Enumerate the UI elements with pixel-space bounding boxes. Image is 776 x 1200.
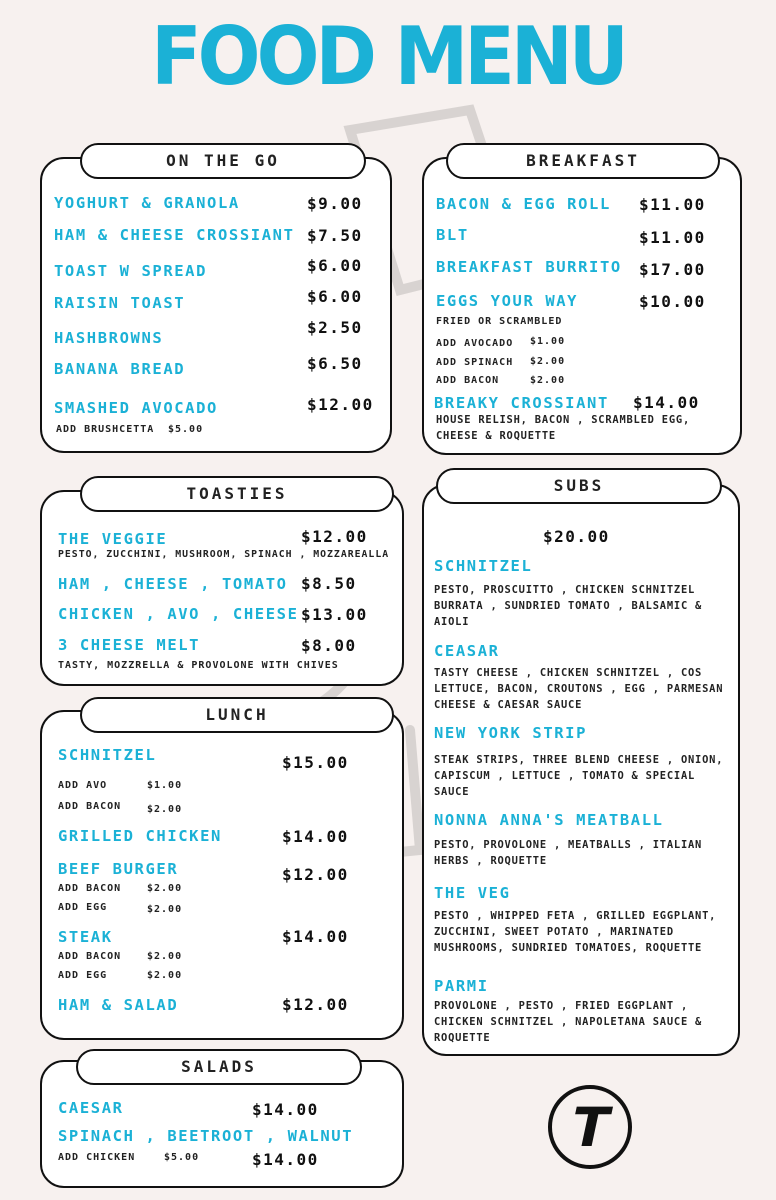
item-description: TASTY CHEESE , CHICKEN SCHNITZEL , COS LETTUCE, BACON, CROUTONS , EGG , PARMESAN CHEESE & CAESAR SAUCE (434, 667, 724, 711)
menu-item-name: THE VEG (434, 884, 511, 902)
menu-item-name: STEAK (58, 928, 113, 946)
addon-label: ADD SPINACH (436, 357, 514, 368)
menu-item-price: $14.00 (282, 927, 349, 946)
item-description: PESTO , WHIPPED FETA , GRILLED EGGPLANT, ZUCCHINI, SWEET POTATO , MARINATED MUSHROOMS, SUNDRIED TOMATOES, ROQUETTE (434, 910, 717, 954)
menu-item-name: TOAST W SPREAD (54, 262, 208, 280)
addon-price: $2.00 (147, 951, 183, 962)
menu-item-price: $6.00 (307, 287, 363, 306)
subs-price: $20.00 (543, 527, 610, 546)
menu-item-price: $6.50 (307, 354, 363, 373)
menu-item-price: $12.00 (301, 527, 368, 546)
addon-label: ADD AVOCADO (436, 338, 514, 349)
menu-item-name: HAM & CHEESE CROSSIANT (54, 226, 295, 244)
addon-price: $5.00 (164, 1152, 200, 1163)
menu-item-name: CAESAR (58, 1099, 124, 1117)
addon-label: ADD CHICKEN (58, 1152, 136, 1163)
addon-price: $2.00 (147, 970, 183, 981)
addon-price: $1.00 (147, 780, 183, 791)
addon-label: ADD BRUSHCETTA (56, 424, 155, 435)
menu-item-price: $12.00 (282, 995, 349, 1014)
addon-price: $1.00 (530, 336, 566, 347)
item-description: PROVOLONE , PESTO , FRIED EGGPLANT , CHICKEN SCHNITZEL , NAPOLETANA SAUCE & ROQUETTE (434, 1000, 703, 1044)
menu-item-name: PARMI (434, 977, 489, 995)
addon-label: ADD EGG (58, 970, 108, 981)
menu-item-name: 3 CHEESE MELT (58, 636, 201, 654)
item-description: HOUSE RELISH, BACON , SCRAMBLED EGG, CHEESE & ROQUETTE (436, 414, 691, 442)
menu-item-price: $6.00 (307, 256, 363, 275)
menu-item-price: $13.00 (301, 605, 368, 624)
addon-price: $5.00 (168, 424, 204, 435)
menu-item-price: $12.00 (282, 865, 349, 884)
menu-item-name: BREAKFAST BURRITO (436, 258, 622, 276)
menu-item-name: RAISIN TOAST (54, 294, 186, 312)
menu-item-price: $11.00 (639, 195, 706, 214)
lunch-heading: LUNCH (80, 697, 394, 733)
t-logo-icon (548, 1085, 632, 1169)
menu-item-price: $14.00 (252, 1150, 319, 1169)
menu-item-price: $8.00 (301, 636, 357, 655)
item-note: FRIED OR SCRAMBLED (436, 316, 563, 327)
menu-item-name: BLT (436, 226, 469, 244)
menu-item-price: $2.50 (307, 318, 363, 337)
menu-item-name: SCHNITZEL (434, 557, 533, 575)
menu-item-name: SCHNITZEL (58, 746, 157, 764)
menu-item-name: NEW YORK STRIP (434, 724, 588, 742)
addon-label: ADD BACON (58, 883, 122, 894)
addon-price: $2.00 (530, 375, 566, 386)
page-title: FOOD MENU (151, 10, 625, 104)
menu-item-price: $14.00 (252, 1100, 319, 1119)
breakfast-heading: BREAKFAST (446, 143, 720, 179)
menu-item-price: $9.00 (307, 194, 363, 213)
item-description: PESTO, PROVOLONE , MEATBALLS , ITALIAN HERBS , ROQUETTE (434, 839, 703, 867)
addon-label: ADD BACON (58, 951, 122, 962)
salads-heading: SALADS (76, 1049, 362, 1085)
menu-item-name: SMASHED AVOCADO (54, 399, 218, 417)
menu-item-name: BEEF BURGER (58, 860, 179, 878)
on-the-go-heading: ON THE GO (80, 143, 366, 179)
menu-item-price: $7.50 (307, 226, 363, 245)
menu-item-name: BANANA BREAD (54, 360, 186, 378)
menu-item-price: $14.00 (282, 827, 349, 846)
item-description: PESTO, ZUCCHINI, MUSHROOM, SPINACH , MOZZAREALLA (58, 549, 390, 560)
addon-label: ADD BACON (436, 375, 500, 386)
addon-price: $2.00 (530, 356, 566, 367)
menu-item-price: $14.00 (633, 393, 700, 412)
menu-item-price: $12.00 (307, 395, 374, 414)
menu-item-name: HAM , CHEESE , TOMATO (58, 575, 288, 593)
menu-item-name: YOGHURT & GRANOLA (54, 194, 240, 212)
addon-label: ADD BACON (58, 801, 122, 812)
addon-price: $2.00 (147, 883, 183, 894)
menu-item-name: SPINACH , BEETROOT , WALNUT (58, 1127, 354, 1145)
menu-item-price: $8.50 (301, 574, 357, 593)
toasties-heading: TOASTIES (80, 476, 394, 512)
menu-item-name: CEASAR (434, 642, 500, 660)
addon-label: ADD EGG (58, 902, 108, 913)
menu-item-name: BACON & EGG ROLL (436, 195, 611, 213)
logo-letter: T (564, 1095, 616, 1159)
menu-item-name: HASHBROWNS (54, 329, 164, 347)
item-description: STEAK STRIPS, THREE BLEND CHEESE , ONION, CAPISCUM , LETTUCE , TOMATO & SPECIAL SAUCE (434, 754, 724, 798)
addon-price: $2.00 (147, 904, 183, 915)
menu-item-name: GRILLED CHICKEN (58, 827, 222, 845)
item-description: PESTO, PROSCUITTO , CHICKEN SCHNITZEL BURRATA , SUNDRIED TOMATO , BALSAMIC & AIOLI (434, 584, 703, 628)
menu-item-name: EGGS YOUR WAY (436, 292, 579, 310)
menu-item-name: BREAKY CROSSIANT (434, 394, 609, 412)
menu-item-name: CHICKEN , AVO , CHEESE (58, 605, 299, 623)
menu-item-name: NONNA ANNA'S MEATBALL (434, 811, 664, 829)
menu-item-price: $17.00 (639, 260, 706, 279)
addon-price: $2.00 (147, 804, 183, 815)
menu-item-price: $10.00 (639, 292, 706, 311)
menu-item-price: $15.00 (282, 753, 349, 772)
subs-heading: SUBS (436, 468, 722, 504)
addon-label: ADD AVO (58, 780, 108, 791)
menu-item-name: HAM & SALAD (58, 996, 179, 1014)
menu-item-price: $11.00 (639, 228, 706, 247)
item-description: TASTY, MOZZRELLA & PROVOLONE WITH CHIVES (58, 660, 339, 671)
menu-item-name: THE VEGGIE (58, 530, 168, 548)
